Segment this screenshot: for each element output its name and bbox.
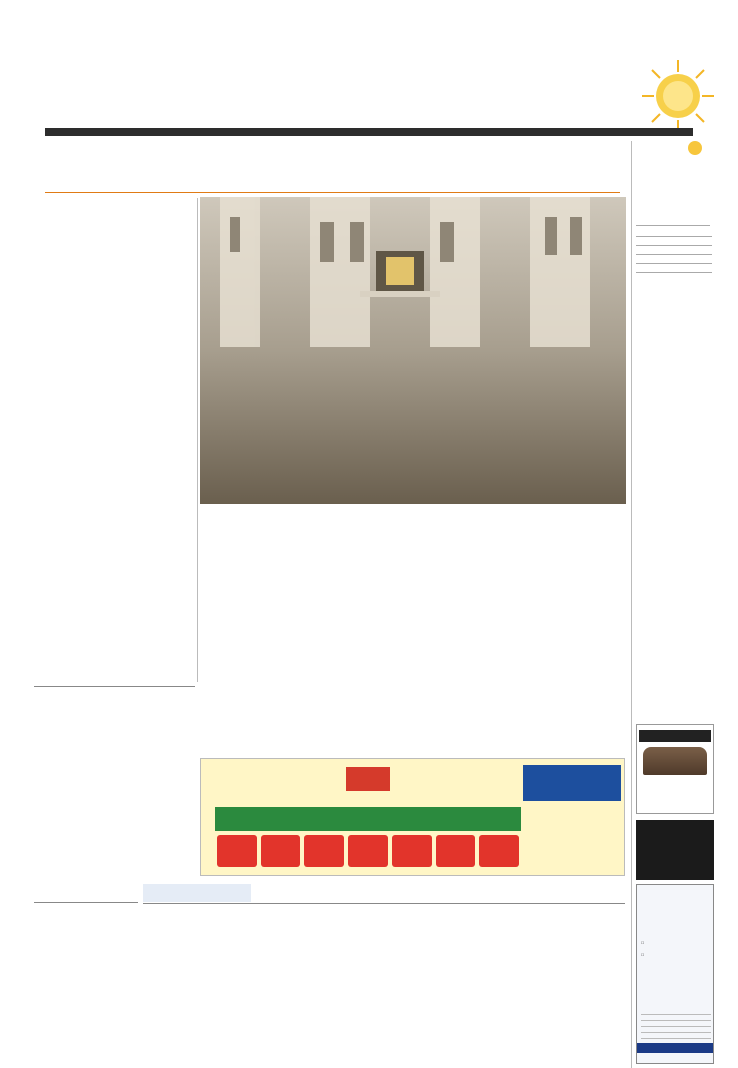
jeugd-column-1 [200, 579, 280, 755]
sidebar-news-item[interactable] [636, 236, 712, 239]
teaser-3[interactable] [200, 145, 308, 191]
masthead [0, 0, 738, 150]
meubel-date-badge [392, 835, 432, 867]
abbas-column-2 [546, 571, 626, 755]
commentaar-column-3 [387, 908, 501, 1068]
lead-photo [200, 197, 626, 504]
palace-crowd-photo [200, 197, 626, 504]
china-column-1 [34, 740, 112, 900]
commentaar-section [143, 884, 625, 1068]
meubel-date-badge [479, 835, 519, 867]
aktie-banner [523, 765, 621, 801]
sidebar-news-item[interactable] [636, 254, 712, 257]
weather-foot [636, 225, 710, 226]
sun-icon [688, 141, 702, 155]
husky-article [34, 905, 138, 1065]
news-sidebar [636, 236, 712, 716]
meubel-date-badge [304, 835, 344, 867]
sidebar-news-item[interactable] [636, 245, 712, 248]
weather-text [636, 182, 710, 224]
photo-caption [200, 505, 626, 515]
meubel-date-badge [261, 835, 301, 867]
sun-seal-logo [640, 58, 716, 134]
jeugd-column-3 [372, 571, 455, 755]
abbas-column-1 [460, 579, 540, 755]
commentaar-column-1 [143, 908, 257, 1068]
commentaar-column-4 [509, 908, 623, 1068]
rule-horizontal-husky [34, 902, 138, 903]
meubel-advertisement[interactable] [200, 758, 625, 876]
zomeropruiming-advertisement[interactable] [636, 724, 714, 814]
meubel-banner [215, 807, 521, 831]
sidebar-list [636, 236, 712, 275]
teaser-1[interactable] [45, 145, 109, 191]
teaser-4[interactable] [312, 145, 402, 191]
zomeropruiming-banner [639, 730, 711, 742]
abbas-article [460, 525, 626, 755]
masthead-title [54, 62, 614, 114]
teaser-5[interactable] [399, 145, 489, 191]
rule-horizontal-china [34, 686, 195, 687]
sidebar-news-item[interactable] [636, 263, 712, 266]
teaser-2[interactable] [111, 145, 197, 191]
teaser-bar [45, 141, 620, 193]
dump-logo [346, 767, 390, 791]
rule-vertical-sidebar [631, 141, 632, 1068]
lead-article [45, 198, 195, 682]
lead-column-2 [122, 313, 195, 680]
cd-advertisement[interactable] [636, 820, 714, 880]
sofa-image [643, 747, 707, 775]
meubel-date-badge [348, 835, 388, 867]
masthead-strip [45, 128, 693, 136]
subscription-option-trial[interactable]: ☐ [641, 941, 645, 945]
china-article [34, 690, 195, 900]
jeugd-article [200, 525, 455, 755]
sidebar-news-item[interactable] [636, 272, 712, 275]
weather-box [636, 141, 711, 233]
jeugd-column-2 [286, 571, 366, 755]
meubel-tags [527, 807, 621, 847]
meubel-date-row [215, 835, 521, 869]
commentaar-column-2 [265, 908, 379, 1068]
teaser-6[interactable] [491, 145, 619, 191]
lead-column-1 [45, 320, 118, 680]
meubel-date-badge [217, 835, 257, 867]
husky-text [34, 939, 138, 1065]
rule-vertical-lead [197, 198, 198, 682]
commentaar-label [143, 884, 251, 902]
subscription-advertisement[interactable] [636, 884, 714, 1064]
china-column-2 [117, 740, 195, 900]
form-lines [641, 1009, 711, 1039]
subscription-option-year[interactable]: ☐ [641, 953, 645, 957]
subscription-logo [637, 1043, 714, 1053]
meubel-date-badge [436, 835, 476, 867]
